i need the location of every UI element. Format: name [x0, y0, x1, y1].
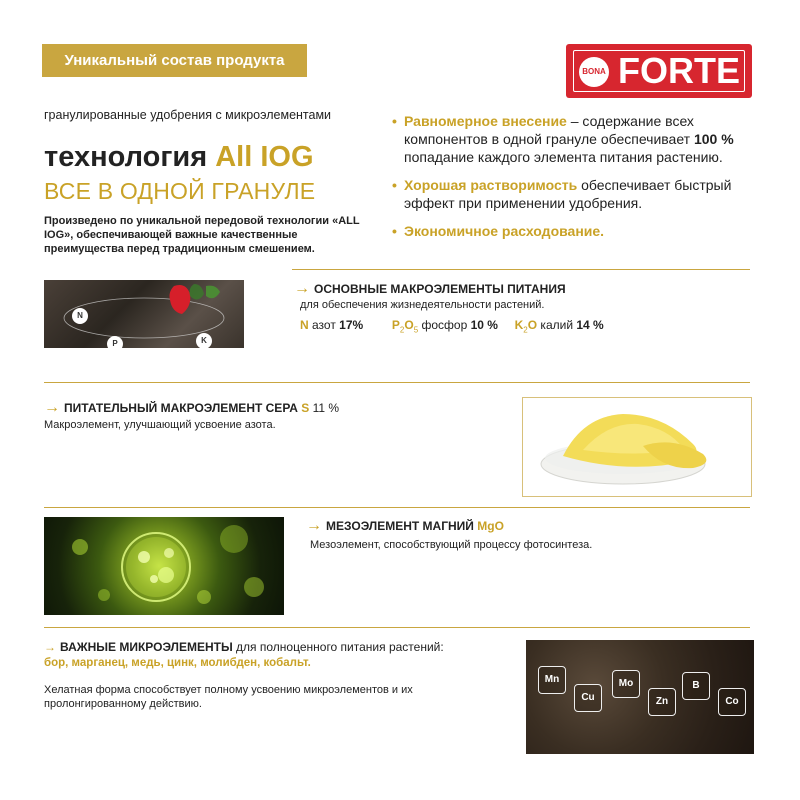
nitrogen-symbol: N [300, 318, 309, 332]
potassium-percent: 14 % [576, 318, 604, 332]
phosphorus-label: фосфор [418, 318, 471, 332]
element-zn: Zn [648, 688, 676, 716]
cells-illustration [44, 517, 284, 615]
logo-forte-text: FORTE [618, 50, 740, 91]
benefit-item: • Равномерное внесение – содержание всех компонентов в одной грануле обеспечивает 100 % попадание каждого элемента питания растению. [392, 113, 734, 165]
micro-title-tail: для полноценного питания растений: [232, 640, 444, 654]
divider [44, 507, 750, 508]
sulfur-title: ПИТАТЕЛЬНЫЙ МАКРОЭЛЕМЕНТ СЕРА [64, 401, 302, 415]
bona-forte-logo [566, 44, 752, 98]
potassium-symbol: K [514, 318, 524, 332]
arrow-icon: → [294, 280, 310, 297]
divider [44, 382, 750, 383]
nitrogen-badge: N [72, 308, 88, 324]
micro-heading [44, 640, 444, 654]
benefit-bold: 100 % [693, 131, 734, 147]
sulfur-symbol: S [301, 401, 310, 415]
section-banner: Уникальный состав продукта [42, 44, 307, 77]
macro-heading [294, 280, 566, 298]
macro-values [300, 318, 604, 334]
benefit-text: обеспечивает быстрый эффект при применении удобрения. [404, 177, 732, 211]
sulfur-heading [44, 399, 339, 417]
phosphorus-symbol: P [391, 318, 400, 332]
potassium-badge: K [196, 333, 212, 348]
magnesium-symbol: MgO [477, 519, 504, 533]
benefit-key: Хорошая растворимость [404, 177, 578, 193]
tech-word: технология [44, 141, 208, 173]
sulfur-image [522, 397, 752, 497]
element-b: B [682, 672, 710, 700]
element-co: Co [718, 688, 746, 716]
nitrogen-value [300, 318, 363, 332]
sulfur-percent: 11 % [309, 401, 340, 415]
magnesium-image [44, 517, 284, 615]
potassium-value [514, 318, 604, 335]
benefit-key: Экономичное расходование. [404, 223, 605, 239]
arrow-icon: → [44, 640, 56, 654]
macro-title: ОСНОВНЫЕ МАКРОЭЛЕМЕНТЫ ПИТАНИЯ [314, 282, 566, 296]
magnesium-heading [306, 517, 504, 535]
nitrogen-percent: 17% [339, 318, 364, 332]
phosphorus-sub2: 5 [413, 325, 419, 335]
element-mn: Mn [538, 666, 566, 694]
micro-list: бор, марганец, медь, цинк, молибден, кобальт. [44, 657, 311, 669]
benefit-tail: попадание каждого элемента питания растению. [404, 149, 723, 165]
macro-subtitle: для обеспечения жизнедеятельности растений. [300, 299, 545, 311]
soil-image [526, 640, 754, 754]
strawberry-image [44, 280, 244, 348]
phosphorus-percent: 10 % [470, 318, 498, 332]
sulfur-description: Макроэлемент, улучшающий усвоение азота. [44, 419, 276, 431]
benefit-item: • Хорошая растворимость обеспечивает быстрый эффект при применении удобрения. [392, 177, 732, 211]
phosphorus-value [391, 318, 498, 335]
potassium-sub: 2 [523, 325, 528, 335]
phosphorus-sub1: 2 [399, 325, 405, 335]
magnesium-description: Мезоэлемент, способствующий процессу фотосинтеза. [310, 539, 593, 551]
potassium-label: калий [537, 318, 577, 332]
element-cu: Cu [574, 684, 602, 712]
intro-description: Произведено по уникальной передовой технологии «ALL IOG», обеспечивающей важные качественные преимущества перед традиционным смешением. [44, 215, 360, 255]
sulfur-powder-illustration [523, 398, 751, 496]
benefit-key: Равномерное внесение [404, 113, 567, 129]
potassium-oxygen: O [527, 318, 538, 332]
slogan: ВСЕ В ОДНОЙ ГРАНУЛЕ [44, 178, 316, 204]
nitrogen-label: азот [308, 318, 340, 332]
arrow-icon: → [306, 517, 322, 534]
arrow-icon: → [44, 399, 60, 416]
logo-bona-badge: BONA [579, 57, 609, 87]
micro-title: ВАЖНЫЕ МИКРОЭЛЕМЕНТЫ [60, 640, 233, 654]
divider [292, 269, 750, 270]
element-mo: Mo [612, 670, 640, 698]
phosphorus-badge: P [107, 336, 123, 348]
tech-heading [44, 140, 314, 174]
intro-subtitle: гранулированные удобрения с микроэлементами [44, 108, 332, 122]
tech-name: All IOG [215, 141, 314, 173]
divider [44, 627, 750, 628]
phosphorus-oxygen: O [404, 318, 414, 332]
benefits-list [392, 112, 762, 240]
benefit-item: • Экономичное расходование. [392, 223, 605, 239]
micro-description: Хелатная форма способствует полному усвоению микроэлементов и их пролонгированному действию. [44, 684, 413, 710]
magnesium-title: МЕЗОЭЛЕМЕНТ МАГНИЙ [326, 519, 478, 533]
benefit-text: – содержание всех компонентов в одной грануле обеспечивает [404, 113, 694, 147]
